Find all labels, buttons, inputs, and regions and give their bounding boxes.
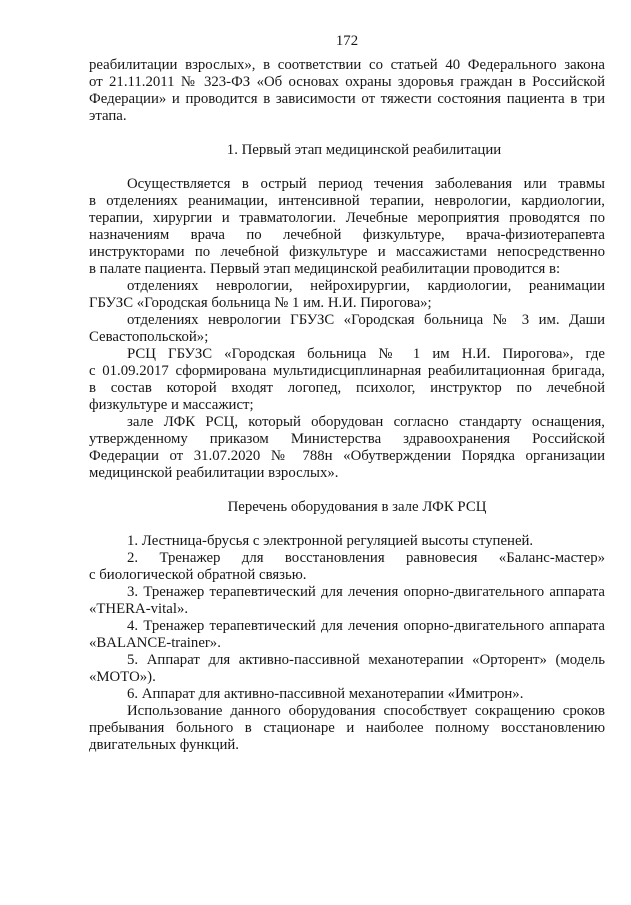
text-line: 2. Тренажер для восстановления равновесия «Баланс-мастер» [127,550,605,566]
page-number: 172 [335,33,359,49]
intro-paragraph [89,57,605,125]
place-item [89,414,605,482]
place-item [89,346,605,414]
equipment-list [89,533,605,703]
text-line: «BALANCE-trainer». [89,635,221,651]
text-line: 1. Лестница-брусья с электронной регуляцией высоты ступеней. [127,533,534,549]
blank-line [89,482,605,499]
text-line: Использование данного оборудования способствует сокращению сроков [127,703,605,719]
text-line: в отделениях реанимации, интенсивной терапии, неврологии, кардиологии, [89,193,605,209]
text-line: в состав которой входят логопед, психолог, инструктор по лечебной [89,380,605,396]
section-heading: Перечень оборудования в зале ЛФК РСЦ [227,499,487,515]
text-line: РСЦ ГБУЗС «Городская больница № 1 им Н.И. Пирогова», где [127,346,605,362]
text-line: 3. Тренажер терапевтический для лечения опорно-двигательного аппарата [127,584,605,600]
text-line: терапии, хирургии и травматологии. Лечебные мероприятия проводятся по [89,210,605,226]
text-line: 4. Тренажер терапевтический для лечения опорно-двигательного аппарата [127,618,605,634]
list-item [89,550,605,584]
list-item [89,618,605,652]
list-item [89,652,605,686]
place-item [89,312,605,346]
text-line: Федерации» и проводится в зависимости от тяжести состояния пациента в три [89,91,605,107]
text-line: отделениях неврологии, нейрохирургии, кардиологии, реанимации [127,278,605,294]
text-line: Севастопольской»; [89,329,209,345]
conclusion-paragraph [89,703,605,754]
section-heading: 1. Первый этап медицинской реабилитации [226,142,502,158]
list-item [89,686,605,703]
text-line: от 21.11.2011 № 323-ФЗ «Об основах охраны здоровья граждан в Российской [89,74,605,90]
text-line: «МОТО»). [89,669,156,685]
text-line: этапа. [89,108,127,124]
blank-line [89,516,605,533]
text-line: 6. Аппарат для активно-пассивной механотерапии «Имитрон». [127,686,524,702]
place-item [89,278,605,312]
text-line: отделениях неврологии ГБУЗС «Городская больница № 3 им. Даши [127,312,605,328]
blank-line [89,159,605,176]
list-item [89,533,605,550]
text-line: Федерации от 31.07.2020 № 788н «Обутверждении Порядка организации [89,448,605,464]
text-line: пребывания больного в стационаре и наиболее полному восстановлению [89,720,605,736]
text-line: назначениям врача по лечебной физкультуре, врача-физиотерапевта [89,227,605,243]
text-line: в палате пациента. Первый этап медицинской реабилитации проводится в: [89,261,561,277]
text-line: ГБУЗС «Городская больница № 1 им. Н.И. Пирогова»; [89,295,432,311]
text-line: зале ЛФК РСЦ, который оборудован согласно стандарту оснащения, [127,414,605,430]
text-line: с 01.09.2017 сформирована мультидисциплинарная реабилитационная бригада, [89,363,605,379]
text-line: утвержденному приказом Министерства здравоохранения Российской [89,431,605,447]
section1-paragraph [89,176,605,278]
text-line: двигательных функций. [89,737,239,753]
text-line: физкультуре и массажист; [89,397,254,413]
text-line: с биологической обратной связью. [89,567,307,583]
text-line: 5. Аппарат для активно-пассивной механотерапии «Орторент» (модель [127,652,605,668]
text-line: Осуществляется в острый период течения заболевания или травмы [127,176,605,192]
blank-line [89,125,605,142]
text-line: реабилитации взрослых», в соответствии со статьей 40 Федерального закона [89,57,605,73]
text-line: инструкторами по лечебной физкультуре и массажистами непосредственно [89,244,605,260]
page-body [89,57,605,754]
text-line: медицинской реабилитации взрослых». [89,465,339,481]
list-item [89,584,605,618]
text-line: «THERA-vital». [89,601,189,617]
